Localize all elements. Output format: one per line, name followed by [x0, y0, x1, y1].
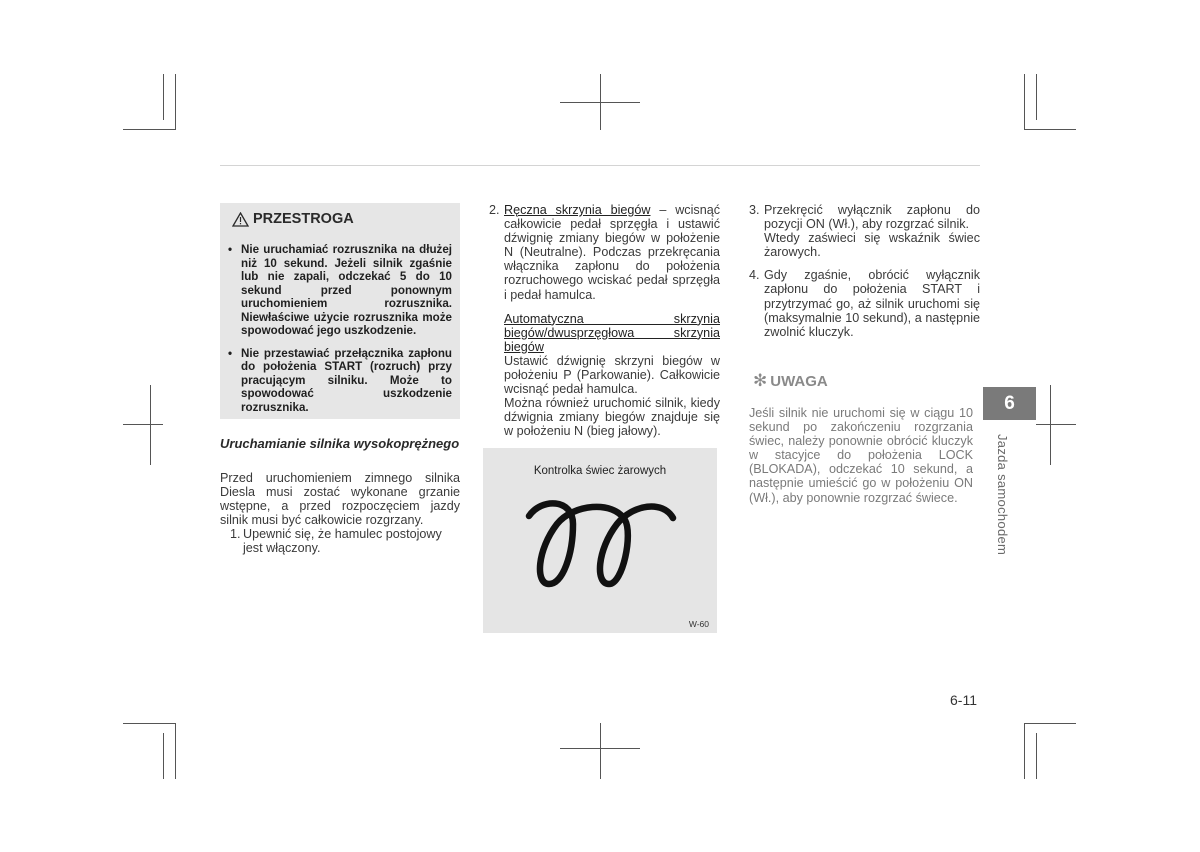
- automatic-gearbox-label: Automatyczna skrzynia biegów/dwusprzęgłowa skrzynia biegów: [504, 311, 720, 354]
- step-text: Upewnić się, że hamulec postojowy jest włączony.: [243, 527, 442, 556]
- manual-gearbox-label: Ręczna skrzynia biegów: [504, 203, 651, 217]
- note-text: Jeśli silnik nie uruchomi się w ciągu 10 sekund po zakończeniu rozgrzania świec, należy ponownie obrócić kluczyk w stacyjce do położenia LOCK (BLOKADA), odczekać 10 sekund, a następnie umieścić go w położeniu ON (Wł.), aby ponownie rozgrzać świece.: [749, 406, 973, 505]
- caution-item: [228, 243, 452, 338]
- automatic-gearbox-paragraph: [487, 312, 720, 439]
- caution-title: PRZESTROGA: [253, 211, 354, 227]
- step-text: – wcisnąć całkowicie pedał sprzęgła i ustawić dźwignię zmiany biegów w położenie N (Neutralne). Podczas przekręcania włącznika zapłonu do położenia rozruchowego wciskać pedał sprzęgła i pedał hamulca.: [504, 203, 720, 302]
- step-text: Przekręcić wyłącznik zapłonu do pozycji ON (Wł.), aby rozgrzać silnik.: [764, 203, 980, 232]
- page-number: 6-11: [950, 692, 977, 708]
- glow-plug-figure: [483, 448, 717, 633]
- diesel-section: [220, 471, 460, 556]
- header-rule: [220, 165, 980, 166]
- caution-heading: [232, 211, 354, 227]
- diesel-intro: Przed uruchomieniem zimnego silnika Diesla musi zostać wykonane grzanie wstępne, a przed rozpoczęciem jazdy silnik musi być całkowicie rozgrzany.: [220, 471, 460, 528]
- caution-item-text: Nie przestawiać przełącznika zapłonu do położenia START (rozruch) przy pracującym silniku. Może to spowodować uszkodzenie rozrusznika.: [241, 346, 452, 414]
- step-number: 1.: [230, 527, 241, 542]
- automatic-gearbox-text-2: Można również uruchomić silnik, kiedy dźwignia zmiany biegów znajduje się w położeniu N (bieg jałowy).: [504, 396, 720, 439]
- middle-column: [487, 203, 720, 439]
- section-heading: Uruchamianie silnika wysokoprężnego: [220, 436, 460, 451]
- step-item: [487, 203, 720, 302]
- bullet: •: [228, 243, 233, 256]
- step-text: Gdy zgaśnie, obrócić wyłącznik zapłonu do położenia START i przytrzymać go, aż silnik uruchomi się (maksymalnie 10 sekund), a następnie zwolnić kluczyk.: [764, 268, 980, 339]
- caution-item: [228, 347, 452, 415]
- right-column: [749, 203, 980, 348]
- caution-box: [220, 203, 460, 419]
- step-extra-text: Wtedy zaświeci się wskaźnik świec żarowych.: [764, 231, 980, 260]
- step-item: [220, 527, 460, 555]
- automatic-gearbox-text: Ustawić dźwignię skrzyni biegów w położeniu P (Parkowanie). Całkowicie wcisnąć pedał hamulca.: [504, 353, 720, 397]
- step-number: 4.: [749, 268, 760, 283]
- note-heading: [753, 371, 828, 391]
- glow-plug-indicator-icon: [523, 496, 679, 592]
- bullet: •: [228, 346, 233, 360]
- chapter-tab: 6: [983, 387, 1036, 420]
- step-number: 3.: [749, 203, 760, 217]
- figure-code: W-60: [688, 619, 709, 629]
- step-number: 2.: [489, 203, 500, 217]
- step-item: [749, 268, 980, 338]
- warning-triangle-icon: [232, 212, 249, 227]
- figure-caption: Kontrolka świec żarowych: [533, 465, 667, 477]
- step-item: [749, 203, 980, 259]
- note-star-icon: ✻: [753, 371, 768, 390]
- note-title: UWAGA: [770, 372, 828, 390]
- caution-list: [228, 243, 452, 423]
- chapter-title: Jazda samochodem: [995, 434, 1010, 556]
- caution-item-text: Nie uruchamiać rozrusznika na dłużej niż 10 sekund. Jeżeli silnik zgaśnie lub nie zapali, odczekać 5 do 10 sekund przed ponownym uruchomieniem rozrusznika. Niewłaściwe użycie rozrusznika może spowodować jego uszkodzenie.: [241, 243, 452, 337]
